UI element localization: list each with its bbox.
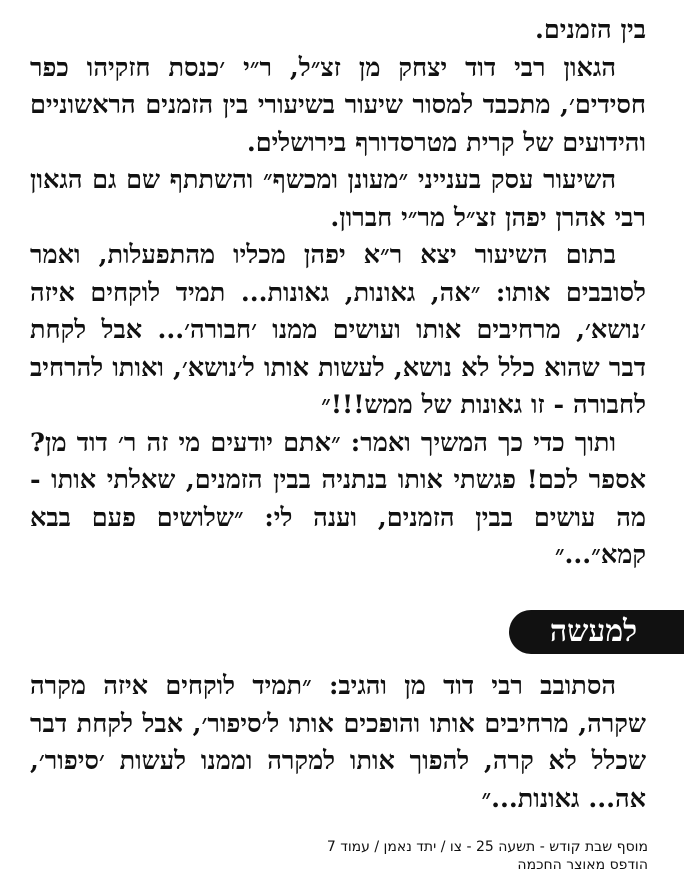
paragraph-1-rest: זצ״ל, ר״י ׳כנסת חזקיהו כפר חסידים׳, מתכבד למסור שיעור בשיעורי בין הזמנים הראשוניים והידועים של קרית מטרסדורף בירושלים. (30, 52, 646, 158)
paragraph-2-lead: השיעור עסק בענייני ״מעונן ומכשף״ והשתתף שם גם הגאון (30, 165, 616, 195)
section-header-bar (509, 610, 684, 654)
page-footer (327, 838, 648, 874)
paragraph-1-lead: הגאון (545, 52, 617, 83)
rabbi-name-yafen: רבי אהרן יפהן (504, 202, 646, 233)
article-paragraph-3: בתום השיעור יצא ר״א יפהן מכליו מהתפעלות, ואמר לסובבים אותו: ״אה, גאונות, גאונות... תמיד לוקחים איזה ׳נושא׳, מרחיבים אותו ועושים ממנו ׳חבורה׳... אבל לקחת דבר שהוא כלל לא נושא, לעשות אותו ל׳נושא׳, ואותו להרחיב לחבורה - זו גאונות של ממש!!!״ (30, 240, 646, 420)
rabbi-name-mann: רבי דוד יצחק מן (358, 52, 546, 83)
paragraph-2-rest: זצ״ל מר״י חברון. (330, 202, 505, 233)
section-title: למעשה (549, 614, 638, 649)
article-opening (30, 12, 646, 50)
footer-publication-line: מוסף שבת קודש - תשעה 25 - צו / יתד נאמן / עמוד 7 (326, 839, 648, 855)
footer-source-line: הודפס מאוצר החכמה (517, 857, 648, 873)
story-paragraph: הסתובב רבי דוד מן והגיב: ״תמיד לוקחים איזה מקרה שקרה, מרחיבים אותו והופכים אותו ל׳סיפור׳, אבל לקחת דבר שכלל לא קרה, להפוך אותו למקרה וממנו לעשות ׳סיפור׳, אה... גאונות...״ (30, 671, 646, 814)
article-paragraph-1 (30, 50, 646, 163)
article-paragraph-4: ותוך כדי כך המשיך ואמר: ״אתם יודעים מי זה ר׳ דוד מן? אספר לכם! פגשתי אותו בנתניה בבין הזמנים, שאלתי אותו - מה עושים בבין הזמנים, וענה לי: ״שלושים פעם בבא קמא״...״ (30, 427, 646, 570)
article-body (30, 12, 646, 575)
article-paragraph-2 (30, 162, 646, 237)
opening-text: בין הזמנים. (534, 15, 646, 45)
story-body (30, 668, 646, 818)
